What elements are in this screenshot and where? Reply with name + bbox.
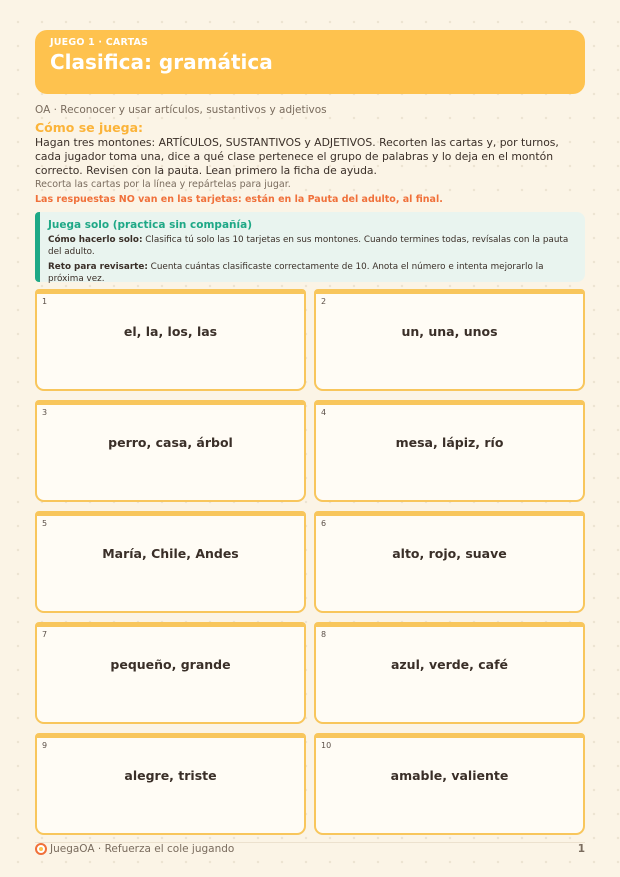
solo-title: Juega solo (practica sin compañía) xyxy=(48,219,252,231)
word-card xyxy=(314,733,585,835)
word-card xyxy=(314,622,585,724)
cut-note: Recorta las cartas por la línea y repártelas para jugar. xyxy=(35,179,291,190)
header-banner xyxy=(35,30,585,94)
card-words: un, una, unos xyxy=(401,324,498,339)
word-card xyxy=(35,733,306,835)
word-card xyxy=(35,400,306,502)
card-number: 10 xyxy=(321,741,332,750)
word-card xyxy=(314,511,585,613)
card-number: 3 xyxy=(42,408,48,417)
card-number: 6 xyxy=(321,519,327,528)
footer-brand: JuegaOA · Refuerza el cole jugando xyxy=(50,843,235,855)
answers-warning: Las respuestas NO van en las tarjetas: están en la Pauta del adulto, al final. xyxy=(35,194,443,205)
card-words: alto, rojo, suave xyxy=(392,546,507,561)
solo-challenge xyxy=(48,261,575,285)
word-card xyxy=(35,511,306,613)
card-number: 7 xyxy=(42,630,48,639)
page-title: Clasifica: gramática xyxy=(50,50,273,74)
brand-logo-icon xyxy=(35,843,47,855)
solo-how-label: Cómo hacerlo solo: xyxy=(48,235,143,245)
card-words: el, la, los, las xyxy=(123,324,218,339)
word-card xyxy=(314,289,585,391)
card-words: pequeño, grande xyxy=(110,657,231,672)
card-words: María, Chile, Andes xyxy=(102,546,239,561)
card-words: alegre, triste xyxy=(124,768,217,783)
solo-play-box xyxy=(35,212,585,282)
card-number: 4 xyxy=(321,408,327,417)
howto-heading: Cómo se juega: xyxy=(35,120,144,135)
card-number: 5 xyxy=(42,519,48,528)
card-words: perro, casa, árbol xyxy=(108,435,233,450)
card-words: azul, verde, café xyxy=(390,657,509,672)
howto-instructions: Hagan tres montones: ARTÍCULOS, SUSTANTIVOS y ADJETIVOS. Recorten las cartas y, por turnos, cada jugador toma una, dice a qué clase pertenece el grupo de palabras y lo deja en el montón correcto. Revisen con la pauta. Lean primero la ficha de ayuda. xyxy=(35,136,559,177)
word-card xyxy=(314,400,585,502)
solo-challenge-text: Cuenta cuántas clasificaste correctamente de 10. Anota el número e intenta mejorarlo la próxima vez. xyxy=(48,262,544,284)
card-number: 9 xyxy=(42,741,48,750)
page-number: 1 xyxy=(577,843,585,855)
card-words: mesa, lápiz, río xyxy=(395,435,504,450)
word-card xyxy=(35,289,306,391)
card-number: 1 xyxy=(42,297,48,306)
learning-objective: OA · Reconocer y usar artículos, sustantivos y adjetivos xyxy=(35,104,327,116)
card-words: amable, valiente xyxy=(390,768,509,783)
word-card xyxy=(35,622,306,724)
game-kicker: JUEGO 1 · CARTAS xyxy=(50,37,149,48)
solo-how-text: Clasifica tú solo las 10 tarjetas en sus montones. Cuando termines todas, revísalas con la pauta del adulto. xyxy=(48,235,569,257)
card-number: 8 xyxy=(321,630,327,639)
solo-challenge-label: Reto para revisarte: xyxy=(48,262,148,272)
solo-how xyxy=(48,234,575,258)
card-number: 2 xyxy=(321,297,327,306)
